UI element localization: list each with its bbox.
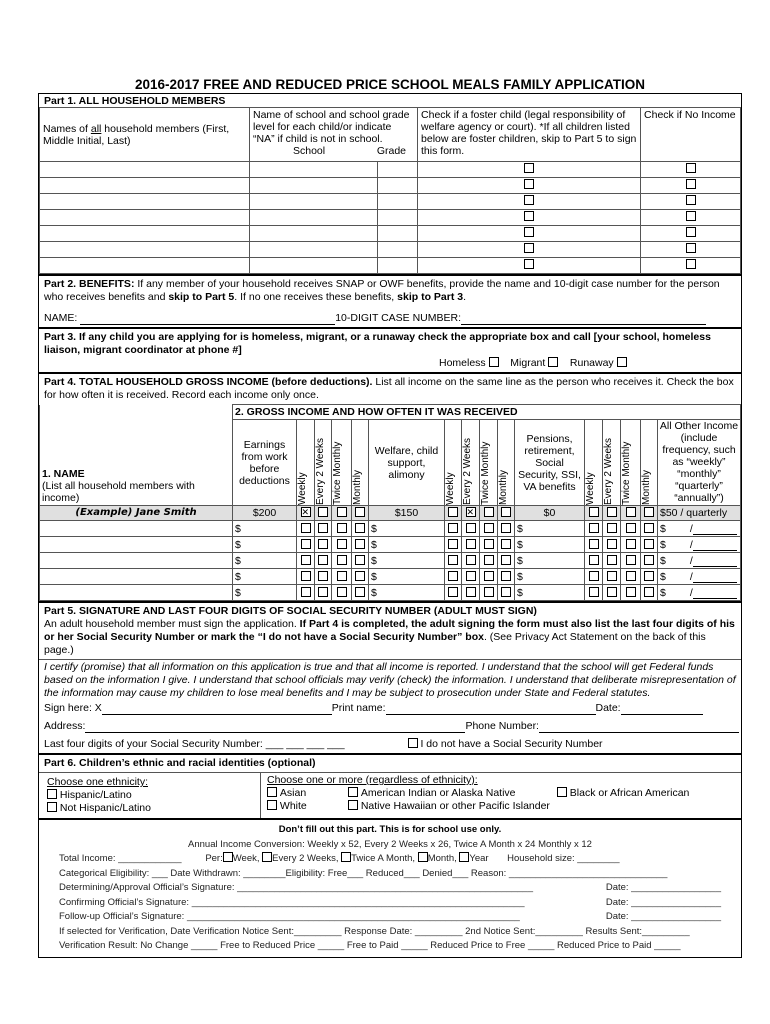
- amount-field[interactable]: $: [233, 553, 297, 569]
- amount-field[interactable]: $: [369, 553, 445, 569]
- american-indian-checkbox[interactable]: [348, 787, 358, 797]
- school-field[interactable]: [250, 194, 378, 210]
- income-member-name-field[interactable]: [40, 553, 233, 569]
- member-name-field[interactable]: [40, 194, 250, 210]
- frequency-checkbox[interactable]: [318, 571, 328, 581]
- frequency-checkbox[interactable]: [607, 555, 617, 565]
- frequency-checkbox[interactable]: [607, 587, 617, 597]
- freq-header: Monthly: [498, 469, 509, 505]
- grade-field[interactable]: [378, 226, 418, 242]
- frequency-checkbox[interactable]: [466, 555, 476, 565]
- address-field[interactable]: [85, 722, 465, 733]
- grade-field[interactable]: [378, 194, 418, 210]
- no-income-checkbox[interactable]: [686, 179, 696, 189]
- homeless-checkbox[interactable]: [489, 357, 499, 367]
- amount-field[interactable]: $: [369, 569, 445, 585]
- freq-header: Weekly: [585, 472, 596, 505]
- white-checkbox[interactable]: [267, 800, 277, 810]
- frequency-checkbox[interactable]: [318, 539, 328, 549]
- foster-checkbox[interactable]: [524, 163, 534, 173]
- freq-header: Weekly: [297, 472, 308, 505]
- per-checkbox[interactable]: [262, 852, 272, 862]
- foster-checkbox[interactable]: [524, 259, 534, 269]
- frequency-checkbox[interactable]: [501, 571, 511, 581]
- frequency-checkbox[interactable]: [484, 555, 494, 565]
- frequency-checkbox[interactable]: [301, 571, 311, 581]
- member-name-field[interactable]: [40, 258, 250, 274]
- amount-field[interactable]: $: [515, 585, 585, 601]
- no-income-checkbox[interactable]: [686, 243, 696, 253]
- pacific-islander-checkbox[interactable]: [348, 800, 358, 810]
- no-income-checkbox[interactable]: [686, 259, 696, 269]
- frequency-checkbox[interactable]: [644, 571, 654, 581]
- member-name-field[interactable]: [40, 242, 250, 258]
- income-row: [40, 553, 741, 569]
- school-field[interactable]: [250, 178, 378, 194]
- school-field[interactable]: [250, 258, 378, 274]
- print-name-field[interactable]: [386, 704, 596, 715]
- frequency-checkbox[interactable]: [484, 523, 494, 533]
- income-member-name-field[interactable]: [40, 585, 233, 601]
- frequency-checkbox[interactable]: [301, 555, 311, 565]
- asian-checkbox[interactable]: [267, 787, 277, 797]
- freq-header: Every 2 Weeks: [603, 437, 614, 505]
- income-row: [40, 585, 741, 601]
- amount-field[interactable]: $: [369, 521, 445, 537]
- freq-header: Twice Monthly: [480, 441, 491, 505]
- frequency-checkbox[interactable]: [337, 555, 347, 565]
- income-member-name-field[interactable]: [40, 569, 233, 585]
- frequency-checkbox[interactable]: [501, 587, 511, 597]
- frequency-checkbox[interactable]: [355, 571, 365, 581]
- freq-header: Every 2 Weeks: [315, 437, 326, 505]
- frequency-checkbox[interactable]: [355, 523, 365, 533]
- frequency-checkbox[interactable]: [644, 539, 654, 549]
- frequency-checkbox[interactable]: [484, 571, 494, 581]
- per-checkbox[interactable]: [223, 852, 233, 862]
- grade-field[interactable]: [378, 178, 418, 194]
- amount-field[interactable]: $: [369, 537, 445, 553]
- frequency-checkbox[interactable]: [589, 587, 599, 597]
- amount-field[interactable]: $: [233, 569, 297, 585]
- frequency-checkbox[interactable]: [318, 523, 328, 533]
- frequency-checkbox[interactable]: [318, 587, 328, 597]
- frequency-checkbox[interactable]: [484, 539, 494, 549]
- per-checkbox[interactable]: [418, 852, 428, 862]
- frequency-checkbox[interactable]: [301, 587, 311, 597]
- frequency-checkbox[interactable]: [644, 523, 654, 533]
- no-ssn-checkbox[interactable]: [408, 738, 418, 748]
- frequency-checkbox[interactable]: [589, 539, 599, 549]
- part3-status: Part 3. If any child you are applying for is homeless, migrant, or a runaway check the appropriate box and call [your school, homeless liaison, migrant coordinator at phone #] Homeless Migrant Runaway: [39, 327, 741, 372]
- other-income-field[interactable]: $ /: [658, 537, 741, 553]
- no-income-header: Check if No Income: [641, 108, 741, 162]
- frequency-checkbox[interactable]: [466, 539, 476, 549]
- frequency-checkbox[interactable]: [448, 555, 458, 565]
- part1-heading: Part 1. ALL HOUSEHOLD MEMBERS: [44, 95, 226, 107]
- example-row: (Example) Jane Smith $200 ✕ $150 ✕ $0 $50 / quarterly: [40, 506, 741, 521]
- foster-checkbox[interactable]: [524, 227, 534, 237]
- grade-field[interactable]: [378, 242, 418, 258]
- income-table: [39, 404, 741, 601]
- member-name-field[interactable]: [40, 162, 250, 178]
- grade-field[interactable]: [378, 210, 418, 226]
- case-number-field[interactable]: [461, 314, 706, 325]
- freq-header: Weekly: [445, 472, 456, 505]
- phone-field[interactable]: [539, 722, 739, 733]
- frequency-checkbox[interactable]: [337, 539, 347, 549]
- frequency-checkbox[interactable]: [466, 571, 476, 581]
- names-header: Names of all household members (First, Middle Initial, Last): [40, 108, 250, 162]
- migrant-checkbox[interactable]: [548, 357, 558, 367]
- freq-header: Twice Monthly: [332, 441, 343, 505]
- other-income-field[interactable]: $ /: [658, 569, 741, 585]
- foster-checkbox[interactable]: [524, 195, 534, 205]
- frequency-checkbox[interactable]: [355, 539, 365, 549]
- other-income-field[interactable]: $ /: [658, 521, 741, 537]
- benefits-name-field[interactable]: [80, 314, 335, 325]
- frequency-checkbox[interactable]: [484, 587, 494, 597]
- not-hispanic-checkbox[interactable]: [47, 802, 57, 812]
- frequency-checkbox[interactable]: [448, 587, 458, 597]
- frequency-checkbox[interactable]: [318, 555, 328, 565]
- frequency-checkbox[interactable]: [355, 555, 365, 565]
- school-field[interactable]: [250, 226, 378, 242]
- frequency-checkbox[interactable]: [626, 539, 636, 549]
- gross-income-header: 2. GROSS INCOME AND HOW OFTEN IT WAS RECEIVED: [233, 405, 741, 420]
- part2-benefits: Part 2. BENEFITS: If any member of your household receives SNAP or OWF benefits, provide the name and 10-digit case number for the person who receives benefits and skip to Part 5. If no one receives these benefits, skip to Part 3. NAME: 10-DIGIT CASE NUMBER:: [39, 274, 741, 327]
- frequency-checkbox[interactable]: [501, 555, 511, 565]
- freq-header: Twice Monthly: [621, 441, 632, 505]
- no-income-checkbox[interactable]: [686, 211, 696, 221]
- part5-signature: Part 5. SIGNATURE AND LAST FOUR DIGITS OF SOCIAL SECURITY NUMBER (ADULT MUST SIGN) An adult household member must sign the application. If Part 4 is completed, the adult signing the form must also list the last four digits of his or her Social Security Number or mark the “I do not have a Social Security Number” box. (See Privacy Act Statement on the back of this page.) I certify (promise) that all information on this application is true and that all income is reported. I understand that the school will get Federal funds based on the information I give. I understand that school officials may verify (check) the information. I understand that deliberate misrepresentation of the information may cause my children to lose meal benefits and I may be subject to prosecution under State and Federal statutes. Sign here: X Print name: Date: Address: Phone Number: Last four digits of your Social Security Number: ___ ___ ___ ___ I do not have a Social Security Number: [39, 601, 741, 753]
- frequency-checkbox[interactable]: [501, 539, 511, 549]
- member-name-field[interactable]: [40, 226, 250, 242]
- household-member-row: [40, 162, 741, 178]
- frequency-checkbox[interactable]: [501, 523, 511, 533]
- freq-header: Monthly: [352, 469, 363, 505]
- household-member-row: [40, 242, 741, 258]
- school-field[interactable]: [250, 210, 378, 226]
- frequency-checkbox[interactable]: [448, 523, 458, 533]
- amount-field[interactable]: $: [233, 537, 297, 553]
- frequency-checkbox[interactable]: [626, 571, 636, 581]
- frequency-checkbox[interactable]: [355, 587, 365, 597]
- foster-checkbox[interactable]: [524, 243, 534, 253]
- household-member-row: [40, 194, 741, 210]
- other-income-field[interactable]: $ /: [658, 553, 741, 569]
- no-income-checkbox[interactable]: [686, 163, 696, 173]
- application-form: [38, 93, 742, 958]
- school-header: Name of school and school grade level for each child/or indicate “NA” if child is not in school. School Grade: [250, 108, 418, 162]
- household-members-table: [39, 107, 741, 274]
- grade-field[interactable]: [378, 162, 418, 178]
- frequency-checkbox[interactable]: [644, 555, 654, 565]
- per-checkbox[interactable]: [459, 852, 469, 862]
- frequency-checkbox[interactable]: [337, 587, 347, 597]
- part6-ethnicity: Part 6. Children’s ethnic and racial identities (optional) Choose one ethnicity: Hispanic/Latino Not Hispanic/Latino Choose one or more (regardless of ethnicity): Asian American Indian or Alaska Native Black or African American White Native Hawaiian or other Pacific Islander: [39, 753, 741, 818]
- household-member-row: [40, 226, 741, 242]
- household-member-row: [40, 210, 741, 226]
- school-field[interactable]: [250, 242, 378, 258]
- amount-field[interactable]: $: [369, 585, 445, 601]
- income-member-name-field[interactable]: [40, 521, 233, 537]
- frequency-checkbox[interactable]: [301, 523, 311, 533]
- household-member-row: [40, 178, 741, 194]
- household-member-row: [40, 258, 741, 274]
- no-income-checkbox[interactable]: [686, 195, 696, 205]
- name-column-header: 1. NAME (List all household members with income): [42, 468, 195, 504]
- part4-income: Part 4. TOTAL HOUSEHOLD GROSS INCOME (before deductions). List all income on the same line as the person who receives it. Check the box for how often it is received. Record each income only once.: [39, 372, 741, 404]
- income-member-name-field[interactable]: [40, 537, 233, 553]
- amount-field[interactable]: $: [233, 521, 297, 537]
- frequency-checkbox[interactable]: [589, 571, 599, 581]
- frequency-checkbox[interactable]: [448, 571, 458, 581]
- frequency-checkbox[interactable]: [337, 571, 347, 581]
- school-use-section: Don’t fill out this part. This is for school use only. Annual Income Conversion: Weekly x 52, Every 2 Weeks x 26, Twice A Month x 24 Monthly x 12 Total Income: ____________ Per: Week, Every 2 Weeks, Twice A Month, Month, Year Household size: ________ Categorical Eligibility: ___ Date Withdrawn: ________Eligibility: Free___ Reduced___ Denied___ Reason: ______________________________ Determining/Approval Official’s Signature: ________________________________________________________ Date: _________________ Confirming Official’s Signature: _______________________________________________________________ Date: _________________ Follow-up Official’s Signature: _______________________________________________________________ Date: _________________ If selected for Verification, Date Verification Notice Sent:_________ Response Date: _________ 2nd Notice Sent:_________ Results Sent:_________ Verification Result: No Change _____ Free to Reduced Price _____ Free to Paid _____ Reduced Price to Free _____ Reduced Price to Paid _____: [39, 818, 741, 957]
- signature-field[interactable]: [102, 704, 332, 715]
- income-row: [40, 537, 741, 553]
- form-title: 2016-2017 FREE AND REDUCED PRICE SCHOOL MEALS FAMILY APPLICATION: [134, 77, 646, 92]
- frequency-checkbox[interactable]: [644, 587, 654, 597]
- frequency-checkbox[interactable]: [301, 539, 311, 549]
- frequency-checkbox[interactable]: [448, 539, 458, 549]
- per-checkbox[interactable]: [341, 852, 351, 862]
- ssn-field[interactable]: Last four digits of your Social Security Number: ___ ___ ___ ___: [44, 738, 345, 750]
- frequency-checkbox[interactable]: [589, 523, 599, 533]
- black-checkbox[interactable]: [557, 787, 567, 797]
- grade-field[interactable]: [378, 258, 418, 274]
- frequency-checkbox[interactable]: [607, 571, 617, 581]
- income-row: [40, 569, 741, 585]
- freq-header: Monthly: [641, 469, 652, 505]
- foster-checkbox[interactable]: [524, 211, 534, 221]
- amount-field[interactable]: $: [233, 585, 297, 601]
- other-income-field[interactable]: $ /: [658, 585, 741, 601]
- amount-field[interactable]: $: [515, 537, 585, 553]
- amount-field[interactable]: $: [515, 569, 585, 585]
- earnings-header: Earnings from work before deductions: [233, 420, 297, 506]
- foster-checkbox[interactable]: [524, 179, 534, 189]
- frequency-checkbox[interactable]: [626, 523, 636, 533]
- frequency-checkbox[interactable]: [337, 523, 347, 533]
- welfare-header: Welfare, child support, alimony: [369, 420, 445, 506]
- income-row: [40, 521, 741, 537]
- school-field[interactable]: [250, 162, 378, 178]
- frequency-checkbox[interactable]: [607, 523, 617, 533]
- frequency-checkbox[interactable]: [626, 555, 636, 565]
- pensions-header: Pensions, retirement, Social Security, SSI, VA benefits: [515, 420, 585, 506]
- frequency-checkbox[interactable]: [589, 555, 599, 565]
- frequency-checkbox[interactable]: [626, 587, 636, 597]
- frequency-checkbox[interactable]: [466, 523, 476, 533]
- amount-field[interactable]: $: [515, 553, 585, 569]
- foster-header: Check if a foster child (legal responsibility of welfare agency or court). *If all children listed below are foster children, skip to Part 5 to sign this form.: [418, 108, 641, 162]
- frequency-checkbox[interactable]: [607, 539, 617, 549]
- member-name-field[interactable]: [40, 178, 250, 194]
- sign-date-field[interactable]: [621, 704, 703, 715]
- no-income-checkbox[interactable]: [686, 227, 696, 237]
- hispanic-checkbox[interactable]: [47, 789, 57, 799]
- freq-header: Every 2 Weeks: [462, 437, 473, 505]
- runaway-checkbox[interactable]: [617, 357, 627, 367]
- frequency-checkbox[interactable]: [466, 587, 476, 597]
- member-name-field[interactable]: [40, 210, 250, 226]
- amount-field[interactable]: $: [515, 521, 585, 537]
- other-income-header: All Other Income (include frequency, such as “weekly” “monthly” “quarterly” “annually”): [658, 420, 741, 506]
